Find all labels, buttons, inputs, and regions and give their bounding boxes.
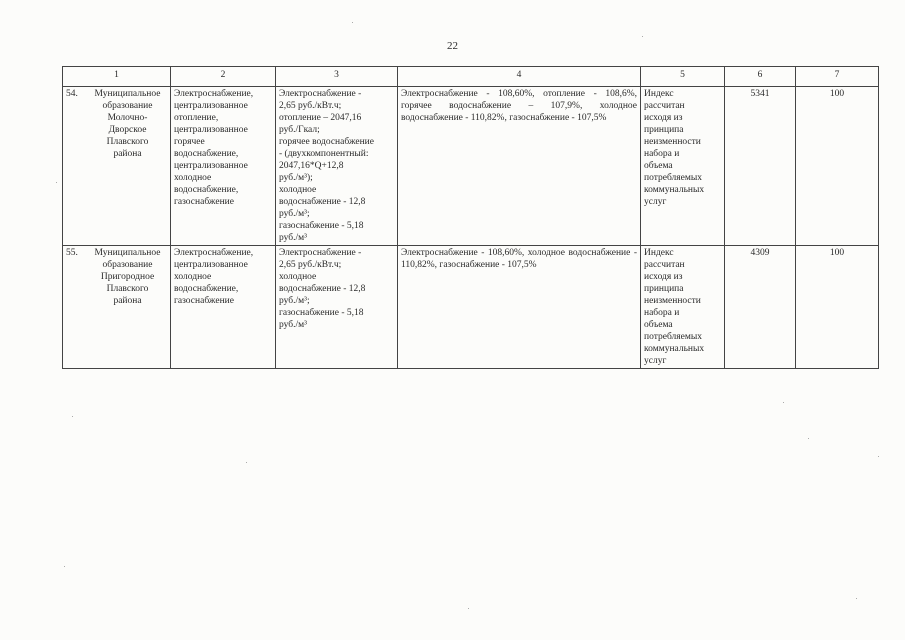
column-7-cell: 100 <box>796 246 879 369</box>
scan-speck <box>246 462 247 463</box>
scan-speck <box>783 402 784 403</box>
column-header-5: 5 <box>641 67 725 87</box>
table-row <box>63 87 879 246</box>
column-6-cell: 5341 <box>725 87 796 246</box>
scan-speck <box>856 598 857 599</box>
indices-cell: Электроснабжение - 108,60%, отопление - 108,6%, горячее водоснабжение – 107,9%, холодное водоснабжение - 110,82%, газоснабжение - 107,5% <box>398 87 641 246</box>
scan-speck <box>72 416 73 417</box>
scan-speck <box>64 566 65 567</box>
header-row <box>63 67 879 87</box>
tariffs-cell: Электроснабжение - 2,65 руб./кВт.ч; холодное водоснабжение - 12,8 руб./м³; газоснабжение - 5,18 руб./м³ <box>276 246 398 369</box>
municipality-name: Муниципальное образование Пригородное Плавского района <box>94 248 161 306</box>
column-header-6: 6 <box>725 67 796 87</box>
scan-speck <box>352 22 353 23</box>
scan-speck <box>642 36 643 37</box>
indices-cell: Электроснабжение - 108,60%, холодное водоснабжение - 110,82%, газоснабжение - 107,5% <box>398 246 641 369</box>
municipality-name: Муниципальное образование Молочно- Дворское Плавского района <box>94 89 161 159</box>
column-header-2: 2 <box>171 67 276 87</box>
table-row <box>63 246 879 369</box>
column-header-7: 7 <box>796 67 879 87</box>
column-header-4: 4 <box>398 67 641 87</box>
column-6-cell: 4309 <box>725 246 796 369</box>
municipality-cell <box>63 246 171 369</box>
scan-speck <box>808 438 809 439</box>
column-header-1: 1 <box>63 67 171 87</box>
note-cell: Индекс рассчитан исходя из принципа неизменности набора и объема потребляемых коммунальных услуг <box>641 87 725 246</box>
services-cell: Электроснабжение, централизованное отопление, централизованное горячее водоснабжение, централизованное холодное водоснабжение, газоснабжение <box>171 87 276 246</box>
scan-speck <box>878 456 879 457</box>
scan-speck <box>468 608 469 609</box>
row-number: 54. <box>66 89 78 99</box>
scan-speck <box>56 182 57 183</box>
tariffs-cell: Электроснабжение - 2,65 руб./кВт.ч; отопление – 2047,16 руб./Гкал; горячее водоснабжение - (двухкомпонентный: 2047,16*Q+12,8 руб./м³); холодное водоснабжение - 12,8 руб./м³; газоснабжение - 5,18 руб./м³ <box>276 87 398 246</box>
note-cell: Индекс рассчитан исходя из принципа неизменности набора и объема потребляемых коммунальных услуг <box>641 246 725 369</box>
column-header-3: 3 <box>276 67 398 87</box>
services-cell: Электроснабжение, централизованное холодное водоснабжение, газоснабжение <box>171 246 276 369</box>
row-number: 55. <box>66 248 78 258</box>
column-7-cell: 100 <box>796 87 879 246</box>
page-number: 22 <box>447 40 458 52</box>
municipality-cell <box>63 87 171 246</box>
data-table <box>62 66 879 369</box>
